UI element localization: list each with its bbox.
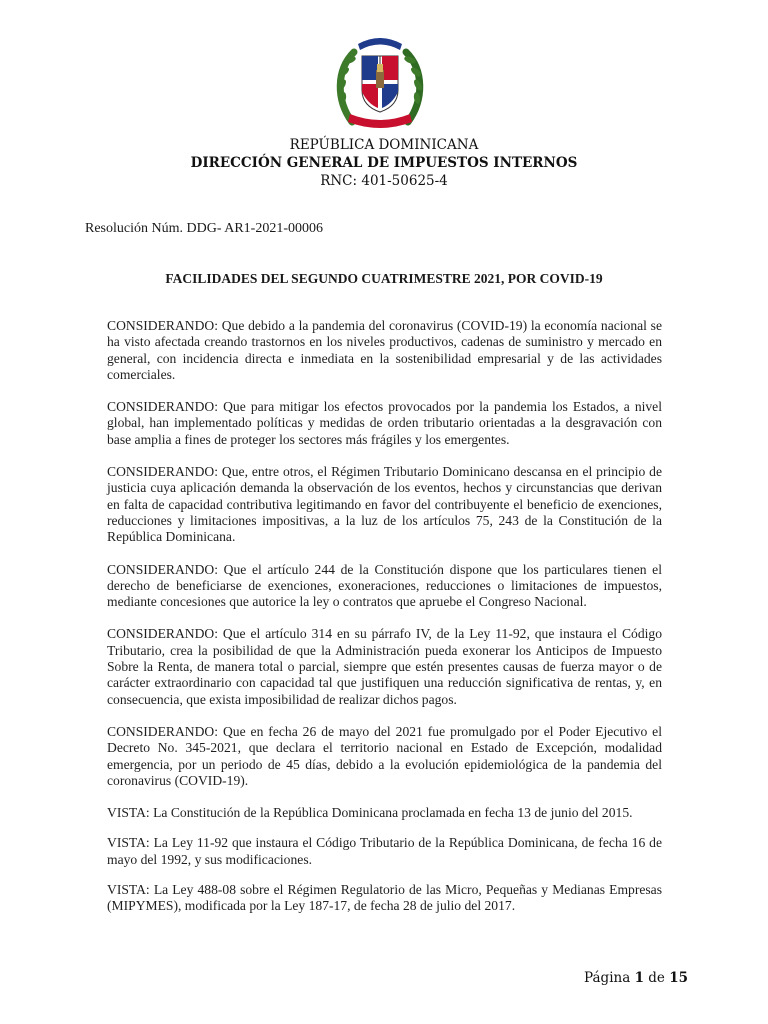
dominican-coat-of-arms-icon bbox=[330, 30, 430, 134]
agency-name: DIRECCIÓN GENERAL DE IMPUESTOS INTERNOS bbox=[190, 155, 578, 171]
current-page: 1 bbox=[634, 970, 644, 986]
paragraph-vista-1: VISTA: La Constitución de la República Dominicana proclamada en fecha 13 de junio del 2015. bbox=[107, 805, 633, 821]
paragraph-vista-2: VISTA: La Ley 11-92 que instaura el Código Tributario de la República Dominicana, de fecha 16 de mayo del 1992, y sus modificaciones. bbox=[107, 835, 662, 867]
document-body bbox=[107, 318, 662, 929]
total-pages: 15 bbox=[669, 970, 688, 986]
paragraph-considerando-1: CONSIDERANDO: Que debido a la pandemia del coronavirus (COVID-19) la economía nacional se ha visto afectada creando trastornos en los niveles productivos, cadenas de suministro y mercado en general, con incidencia directa e inmediata en la sostenibilidad empresarial y de las actividades comerciales. bbox=[107, 318, 662, 382]
document-title: FACILIDADES DEL SEGUNDO CUATRIMESTRE 2021, POR COVID-19 bbox=[165, 271, 603, 286]
paragraph-considerando-3: CONSIDERANDO: Que, entre otros, el Régimen Tributario Dominicano descansa en el principio de justicia cuya aplicación demanda la observación de los eventos, hechos y circunstancias que derivan en falta de capacidad contributiva legitimando en favor del contribuyente el beneficio de exenciones, reducciones y limitaciones impositivas, a la luz de los artículos 75, 243 de la Constitución de la República Dominicana. bbox=[107, 464, 662, 545]
resolution-number: Resolución Núm. DDG- AR1-2021-00006 bbox=[85, 221, 323, 236]
page-word: Página bbox=[584, 970, 631, 986]
country-name: REPÚBLICA DOMINICANA bbox=[289, 137, 479, 153]
paragraph-considerando-6: CONSIDERANDO: Que en fecha 26 de mayo del 2021 fue promulgado por el Poder Ejecutivo el Decreto No. 345-2021, que declara el territorio nacional en Estado de Excepción, modalidad emergencia, por un periodo de 45 días, debido a la evolución epidemiológica de la pandemia del coronavirus (COVID-19). bbox=[107, 723, 662, 788]
rnc-number: RNC: 401-50625-4 bbox=[320, 173, 448, 189]
page-number bbox=[584, 970, 688, 986]
paragraph-considerando-4: CONSIDERANDO: Que el artículo 244 de la Constitución dispone que los particulares tienen el derecho de beneficiarse de exenciones, exoneraciones, reducciones o limitaciones de impuestos, mediante concesiones que autorice la ley o contratos que apruebe el Congreso Nacional. bbox=[107, 561, 662, 610]
paragraph-vista-3: VISTA: La Ley 488-08 sobre el Régimen Regulatorio de las Micro, Pequeñas y Medianas Empresas (MIPYMES), modificada por la Ley 187-17, de fecha 28 de julio del 2017. bbox=[107, 882, 662, 914]
paragraph-considerando-2: CONSIDERANDO: Que para mitigar los efectos provocados por la pandemia los Estados, a nivel global, han implementado políticas y medidas de orden tributario orientadas a la desgravación con base amplia a fines de proteger los sectores más frágiles y los emergentes. bbox=[107, 399, 662, 447]
of-word: de bbox=[648, 970, 665, 986]
paragraph-considerando-5: CONSIDERANDO: Que el artículo 314 en su párrafo IV, de la Ley 11-92, que instaura el Código Tributario, crea la posibilidad de que la Administración pueda exonerar los Anticipos de Impuesto Sobre la Renta, de manera total o parcial, siempre que estén presentes causas de fuerza mayor o de carácter extraordinario con capacidad tal que justifiquen una reducción significativa de rentas, y, en consecuencia, que exista imposibilidad de realizar dichos pagos. bbox=[107, 626, 662, 707]
